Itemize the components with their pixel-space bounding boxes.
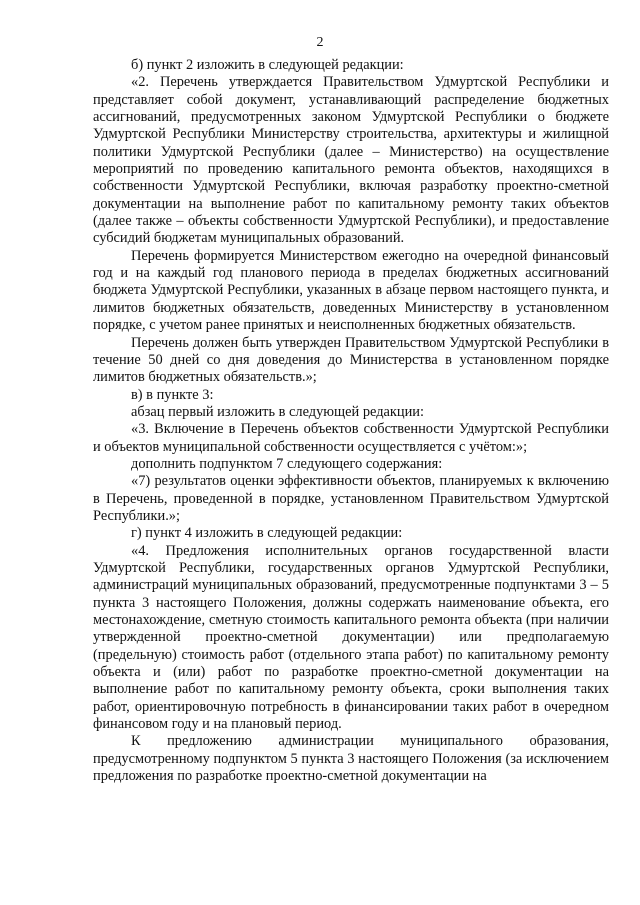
paragraph-first-abzac: абзац первый изложить в следующей редакции: — [131, 403, 425, 420]
paragraph-municipal-proposal: К предложению администрации муниципального образования, предусмотренному подпунктом 5 пункта 3 настоящего Положения (за исключением предложения по разработке проектно-сметной документации на — [93, 733, 609, 785]
paragraph-list-approval: Перечень должен быть утвержден Правительством Удмуртской Республики в течение 50 дней со дня доведения до Министерства в установленном порядке лимитов бюджетных обязательств.»; — [93, 334, 609, 386]
paragraph-subitem-g: г) пункт 4 изложить в следующей редакции: — [131, 525, 403, 542]
paragraph-subpoint-7: «7) результатов оценки эффективности объектов, планируемых к включению в Перечень, проведенной в порядке, установленном Правительством Удмуртской Республики.»; — [93, 473, 609, 524]
paragraph-subitem-b: б) пункт 2 изложить в следующей редакции: — [131, 57, 404, 73]
page-number: 2 — [316, 35, 324, 50]
paragraph-list-formation: Перечень формируется Министерством ежегодно на очередной финансовый год и на каждый год планового периода в пределах бюджетных ассигнований бюджета Удмуртской Республики, указанных в абзаце первом настоящего пункта, и лимитов бюджетных обязательств, доведенных Министерству в установленном порядке, с учетом ранее принятых и неисполненных бюджетных обязательств. — [93, 247, 609, 334]
paragraph-add-subpoint-7: дополнить подпунктом 7 следующего содержания: — [131, 455, 443, 472]
paragraph-subitem-v: в) в пункте 3: — [131, 386, 214, 403]
paragraph-point-4: «4. Предложения исполнительных органов государственной власти Удмуртской Республики, государственных органов Удмуртской Республики, администраций муниципальных образований, предусмотренные подпунктами 3 – 5 пункта 3 настоящего Положения, должны содержать наименование объекта, его местонахождение, сметную стоимость капитального ремонта объекта (при наличии утвержденной проектно-сметной документации) или предполагаемую (предельную) стоимость работ (отдельного этапа работ) по капитальному ремонту объекта и (или) работ по разработке проектно-сметной документации на выполнение работ по капитальному ремонту объекта, сроки выполнения таких работ, ориентировочную потребность в финансировании таких работ в очередном финансовом году и на плановый период. — [93, 542, 609, 733]
paragraph-point-2: «2. Перечень утверждается Правительством Удмуртской Республики и представляет собой документ, устанавливающий распределение бюджетных ассигнований, предусмотренных законом Удмуртской Республики о бюджете Удмуртской Республики Министерству строительства, архитектуры и жилищной политики Удмуртской Республики (далее – Министерство) на осуществление мероприятий по проведению капитального ремонта объектов, находящихся в собственности Удмуртской Республики, включая разработку проектно-сметной документации на выполнение работ по капитальному ремонту таких объектов (далее также – объекты собственности Удмуртской Республики), и предоставление субсидий бюджетам муниципальных образований. — [93, 74, 609, 247]
paragraph-point-3: «3. Включение в Перечень объектов собственности Удмуртской Республики и объектов муниципальной собственности осуществляется с учётом:»; — [93, 421, 609, 455]
document-body — [93, 57, 609, 785]
